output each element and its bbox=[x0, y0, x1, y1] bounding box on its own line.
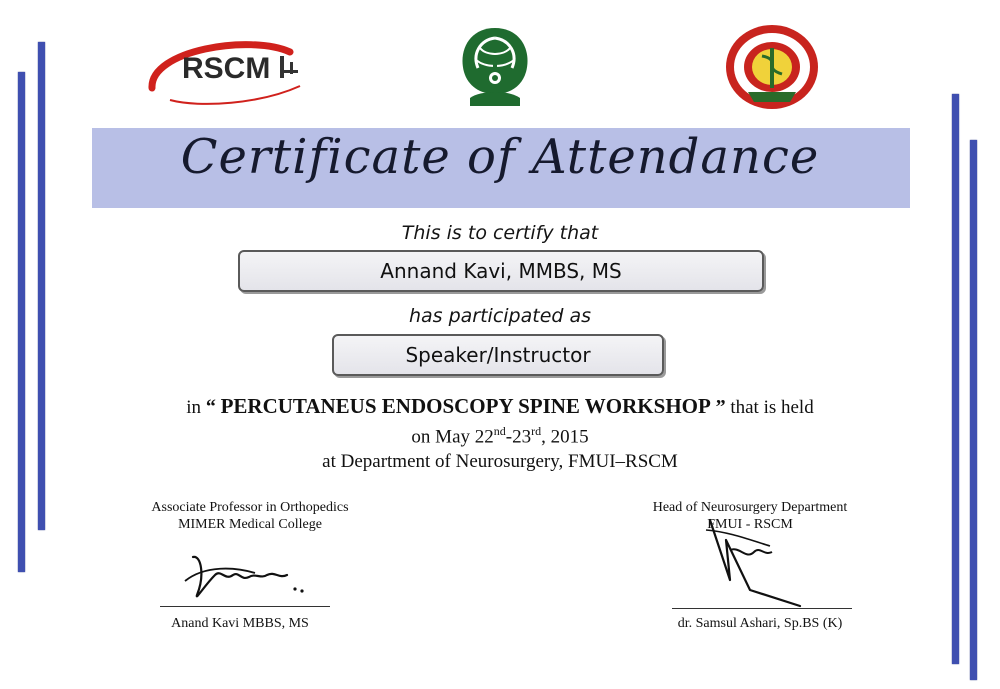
right-signature-mark bbox=[690, 510, 840, 610]
left-signer-title-2: MIMER Medical College bbox=[178, 517, 322, 532]
certificate-title: Certificate of Attendance bbox=[180, 129, 820, 185]
rscm-logo-text: RSCM bbox=[182, 52, 271, 85]
rscm-logo bbox=[140, 30, 310, 110]
right-signer-title-2: FMUI - RSCM bbox=[707, 517, 793, 532]
left-signer-title-1: Associate Professor in Orthopedics bbox=[151, 500, 349, 515]
event-prefix: in bbox=[186, 397, 202, 418]
certify-line: This is to certify that bbox=[401, 222, 599, 244]
date-line bbox=[0, 424, 1000, 448]
role-box bbox=[332, 334, 664, 376]
right-signer-title-1: Head of Neurosurgery Department bbox=[652, 500, 848, 515]
date-sup2: rd bbox=[531, 424, 542, 438]
date-prefix: on May 22 bbox=[411, 426, 494, 448]
recipient-name: Annand Kavi, MMBS, MS bbox=[380, 259, 622, 283]
left-signature-mark bbox=[175, 545, 335, 615]
left-signer-name: Anand Kavi MBBS, MS bbox=[171, 616, 309, 631]
right-signature-line bbox=[672, 608, 852, 609]
association-seal bbox=[722, 22, 822, 112]
event-open-quote: “ bbox=[205, 396, 216, 418]
event-close-quote: ” bbox=[715, 396, 726, 418]
university-emblem-icon bbox=[450, 20, 540, 115]
venue-line: at Department of Neurosurgery, FMUI–RSCM bbox=[322, 451, 678, 472]
date-sup1: nd bbox=[493, 424, 506, 438]
left-signature-line bbox=[160, 606, 330, 607]
association-seal-icon bbox=[722, 22, 822, 112]
university-emblem bbox=[450, 20, 540, 115]
date-mid: -23 bbox=[505, 426, 532, 448]
participated-line: has participated as bbox=[408, 305, 592, 327]
role-text: Speaker/Instructor bbox=[405, 343, 591, 367]
recipient-name-box bbox=[238, 250, 764, 292]
event-name: PERCUTANEUS ENDOSCOPY SPINE WORKSHOP bbox=[220, 394, 711, 418]
event-suffix: that is held bbox=[730, 397, 814, 418]
right-signer-name: dr. Samsul Ashari, Sp.BS (K) bbox=[677, 616, 843, 631]
date-suffix: , 2015 bbox=[541, 426, 589, 448]
event-line bbox=[0, 394, 1000, 419]
